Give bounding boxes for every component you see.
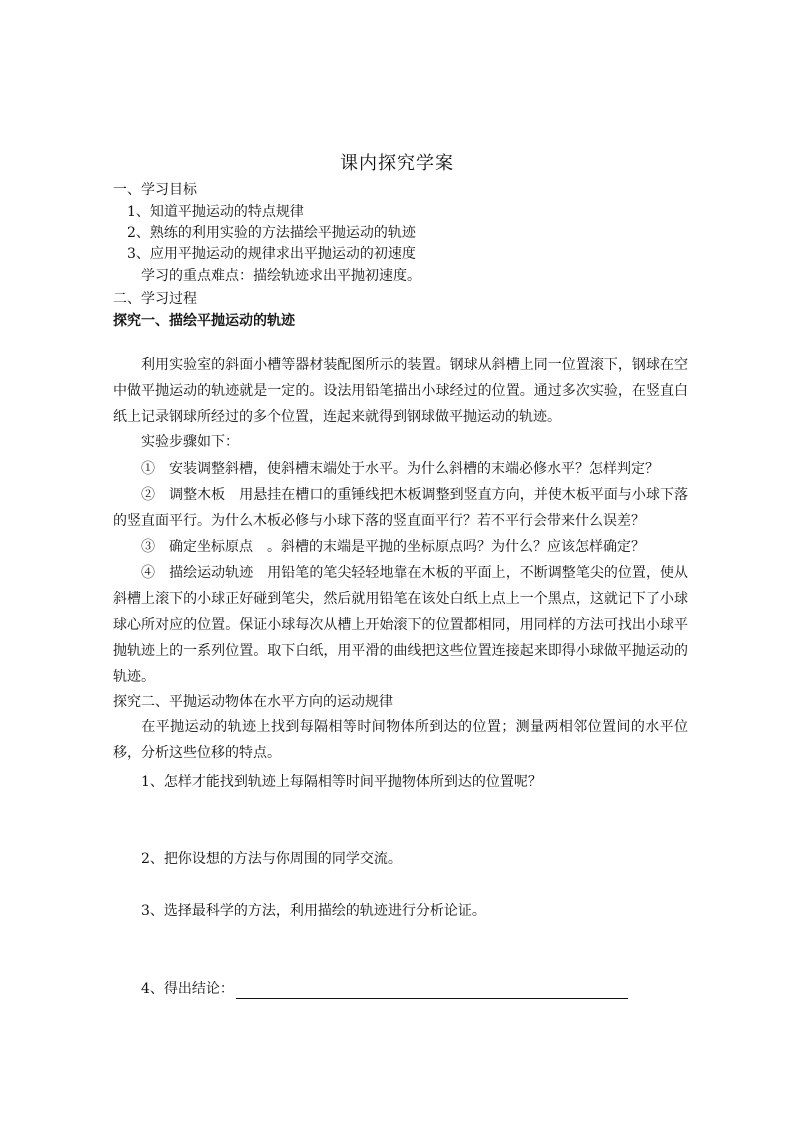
- step-1-text: ① 安装调整斜槽，使斜槽末端处于水平。为什么斜槽的末端必修水平？怎样判定？: [141, 461, 659, 477]
- section1-heading: 一、学习目标: [113, 182, 197, 198]
- question-2: 2、把你设想的方法与你周围的同学交流。: [141, 851, 402, 867]
- step-3: [113, 534, 688, 560]
- step-4-text: ④ 描绘运动轨迹 用铅笔的笔尖轻轻地靠在木板的平面上，不断调整笔尖的位置，使从斜槽上滚下的小球正好碰到笔尖，然后就用铅笔在该处白纸上点上一个黑点，这就记下了小球球心所对应的位置。保证小球每次从槽上开始滚下的位置都相同，用同样的方法可找出小球平抛轨迹上的一系列位置。取下白纸，用平滑的曲线把这些位置连接起来即得小球做平抛运动的轨迹。: [113, 565, 688, 685]
- explore1-intro: [113, 352, 688, 430]
- page-title: 课内探究学案: [340, 153, 454, 174]
- section2-heading: 二、学习过程: [113, 291, 197, 307]
- key-point: 学习的重点难点：描绘轨迹求出平抛初速度。: [141, 268, 421, 284]
- explore2-intro-text: 在平抛运动的轨迹上找到每隔相等时间物体所到达的位置；测量两相邻位置间的水平位移，分析这些位移的特点。: [113, 719, 688, 761]
- step-1: [113, 456, 688, 482]
- explore1-intro-text: 利用实验室的斜面小槽等器材装配图所示的装置。钢球从斜槽上同一位置滚下，钢球在空中做平抛运动的轨迹就是一定的。设法用铅笔描出小球经过的位置。通过多次实验，在竖直白纸上记录钢球所经过的多个位置，连起来就得到钢球做平抛运动的轨迹。: [113, 357, 688, 425]
- goal-item: 2、熟练的利用实验的方法描绘平抛运动的轨迹: [127, 225, 416, 241]
- step-2-text: ② 调整木板 用悬挂在槽口的重锤线把木板调整到竖直方向，并使木板平面与小球下落的竖直面平行。为什么木板必修与小球下落的竖直面平行？若不平行会带来什么误差？: [113, 487, 688, 529]
- explore2-heading: 探究二、平抛运动物体在水平方向的运动规律: [113, 694, 393, 710]
- question-4-label: 4、得出结论：: [141, 981, 234, 997]
- conclusion-blank: [236, 984, 628, 999]
- goal-item: 3、应用平抛运动的规律求出平抛运动的初速度: [127, 246, 416, 262]
- step-2: [113, 482, 688, 534]
- question-4: [141, 979, 628, 999]
- goal-item: 1、知道平抛运动的特点规律: [127, 204, 304, 220]
- explore1-heading: 探究一、描绘平抛运动的轨迹: [113, 313, 295, 329]
- step-3-text: ③ 确定坐标原点 。斜槽的末端是平抛的坐标原点吗？为什么？应该怎样确定？: [141, 539, 645, 555]
- step-4: [113, 560, 688, 690]
- question-3: 3、选择最科学的方法，利用描绘的轨迹进行分析论证。: [141, 903, 486, 919]
- steps-label: 实验步骤如下：: [141, 434, 239, 450]
- question-1: 1、怎样才能找到轨迹上每隔相等时间平抛物体所到达的位置呢？: [141, 774, 542, 790]
- explore2-intro: [113, 714, 688, 766]
